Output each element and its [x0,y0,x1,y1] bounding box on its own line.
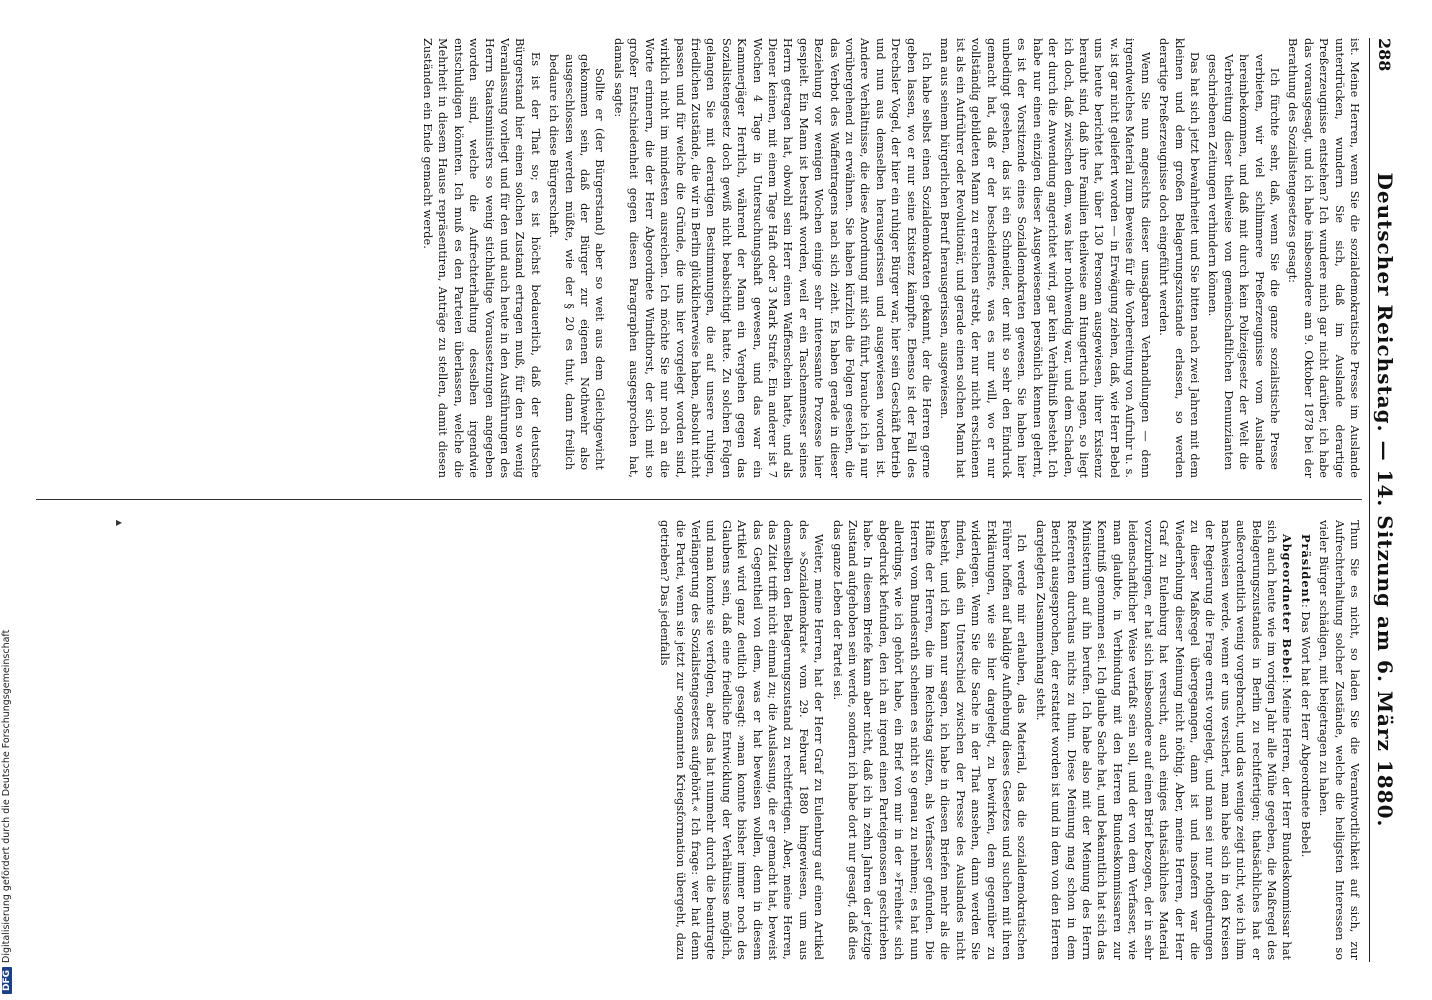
digitization-footer [0,394,20,994]
page-header [1369,38,1400,962]
text-paragraph: Das hat sich jetzt bewahrheitet und Sie bitten nach zwei Jahren mit dem kleinen und dem großen Belagerungszustande erlassen, so werden derartige Preßerzeugnisse doch eingeführt werden. [1157,38,1201,478]
text-paragraph: Thun Sie es nicht, so laden Sie die Verantwortlichkeit auf sich, zur Aufrechterhaltung solcher Zustände, welche die heiligsten Interessen so vieler Bürger schädigen, mit beigetragen zu haben. [1317,520,1361,960]
text-paragraph: Ich werde mir erlauben, das Material, das die sozialdemokratischen Führer hoffen auf baldige Aufhebung dieses Gesetzes und suchen mit ihren Erklärungen, wie sie hier dargelegt, zu bewirken, dem gegenüber zu widerlegen. Wenn Sie die Sache in der That ansehen, dann werden Sie finden, daß ein Unterschied zwischen der Presse des Auslandes nicht besteht, und ich kann nur sagen, ich habe in diesen Briefen mehr als die Hälfte der Herren, die im Reichstag sitzen, als Verfasser gefunden. Die Herren vom Bundesrath scheinen es nicht so genau zu nehmen; es hat nun allerdings, wie ich gehört habe, ein Brief von mir in der »Freiheit« sich abgedruckt befunden, den ich an irgend einen Parteigenossen geschrieben habe. In diesem Briefe kann aber nicht, daß ich in zehn Jahren der jetzige Zustand aufgehoben sein werde, sondern ich habe dort nur gesagt, daß dies das ganze Leben der Partei sei. [830,520,1029,960]
page-number: 288 [1375,38,1395,72]
column-divider [36,499,1362,500]
quoted-paragraph: Sollte er (der Bürgerstand) aber so weit aus dem Gleichgewicht gekommen sein, daß der Bürger zur eigenen Nothwehr also ausgeschlossen werden müßte, wie der § 20 es thut, dann freilich bedaure ich diese Bürgerschaft. [547,54,607,470]
column-marker: ▸ [116,515,123,529]
quoted-paragraph: Ich fürchte sehr, daß, wenn Sie die ganze sozialistische Presse verbieten, wir viel schlimmere Preßerzeugnisse vom Auslande hereinbekommen, und daß mit durch kein Polizeigesetz der Welt die Verbreitung dieser theilweise von gemeinschaftlichen Denunzianten geschriebenen Zeitungen verhindern können. [1206,54,1281,470]
speaker-text: : Meine Herren, der Herr Bundeskommissar hat sich auch heute wie im vorigen Jahr alle Mühe gegeben, die Maßregel des Belagerungszustandes in Berlin zu rechtfertigen; thatsächliches hat er außerordentlich wenig vorgebracht, und das wenige zeigt nicht, wie ich ihm nachweisen werde, wenn er uns versichert, man habe sich in den Kreisen der Regierung die Frage ernst vorgelegt, und man sei nur nothgedrungen zu dieser Maßregel übergegangen, dann ist und insofern war die Wiederholung dieser Meinung nicht nöthig. Aber, meine Herren, der Herr Graf zu Eulenburg hat versucht, auch einiges thatsächliches Material vorzubringen, er hat sich insbesondere auf einen Brief bezogen, der in sehr leidenschaftlicher Weise verfaßt sein soll, und der von dem Verfasser, wie man glaubte, in Verbindung mit den Herren Bundeskommissaren zur Kenntniß genommen sei. Ich glaube Sache hat, und bekanntlich hat sich das Ministerium auf ihn berufen. Ich habe also mit der Meinung des Herrn Referenten durchaus nichts zu thun. Diese Meinung mag schon in dem Bericht ausgesprochen, der erstattet worden ist und in dem von den Herren dargelegten Zusammenhang steht. [1033,520,1294,960]
text-paragraph: Weiter, meine Herren, hat der Herr Graf zu Eulenburg auf einen Artikel des »Sozialdemokrat« vom 29. Februar 1880 hingewiesen, um aus demselben den Belagerungszustand zu rechtfertigen. Aber, meine Herren, das Zitat trifft nicht einmal zu; die Auslassung, die er gemacht hat, beweist das Gegentheil von dem, was er hat beweisen wollen, denn in diesem Artikel wird ganz deutlich gesagt: »man konnte bisher immer noch des Glaubens sein, daß eine friedliche Entwicklung der Verhältnisse möglich, und man konnte sie verfolgen, aber das hat nunmehr durch die beantragte Verlängerung des Sozialistengesetzes aufgehört.« Ich frage: wer hat denn die Partei, wenn sie jetzt zur sogenannten Kriegsformation übergeht, dazu getrieben? Das jedenfalls [658,520,826,960]
speaker-name: Präsident [1298,534,1313,604]
text-paragraph: Ich habe selbst einen Sozialdemokraten gekannt, der die Herren gerne geben lassen, wo er nur seine Existenz kämpfte. Ebenso ist der Fall des Drechsler Vogel, der hier ein ruhiger Bürger war, hier sein Geschäft betrieb und nun aus demselben herausgerissen und ausgewiesen worden ist. Andere Verhältnisse, die diese Anordnung mit sich führt, brauche ich ja nur vorübergehend zu erwähnen. Sie haben kürzlich die Folgen gesehen, die das Verbot des Waffentragens nach sich zieht. Es haben gerade in dieser Beziehung vor wenigen Wochen einige sehr interessante Prozesse hier gespielt. Ein Mann ist bestraft worden, weil er ein Taschenmesser seines Herrn getragen hat, obwohl sein Herr einen Waffenschein hatte, und als Diener keinen, mit einem Tage Haft oder 3 Mark Strafe. Ein anderer ist 7 Wochen 4 Tage in Untersuchungshaft gewesen, und das war ein Kammerjäger Herrlich, während der Mann ein Vergehen gegen das Sozialistengesetz doch gewiß nicht beabsichtigt hatte. Zu solchen Folgen gelangen Sie mit derartigen Bestimmungen, die auf unsere ruhigen, friedlichen Zustände, die wir in Berlin glücklicherweise haben, absolut nicht passen und für welche die Gründe, die uns hier vorgelegt worden sind, wirklich nicht im mindesten ausreichen. Ich möchte Sie nur noch an die Worte erinnern, die der Herr Abgeordnete Windthorst, der sich mit so großer Entschiedenheit gegen diesen Paragraphen ausgesprochen hat, damals sagte: [611,38,934,478]
speaker-name: Abgeordneter Bebel [1280,534,1295,680]
text-paragraph: ist. Meine Herren, wenn Sie die sozialdemokratische Presse im Auslande unterdrücken, wundern Sie sich, daß im Auslande derartige Preßerzeugnisse entstehen? Ich wundere mich gar nicht darüber, ich habe das vorausgesagt, und ich habe insbesondere am 9. Oktober 1878 bei der Berathung des Sozialistengesetzes gesagt: [1286,38,1361,478]
speaker-paragraph [1297,520,1312,960]
page-title: Deutscher Reichstag. — 14. Sitzung am 6. März 1880. [1373,172,1397,828]
left-text-column [36,38,1362,478]
text-paragraph: Es ist der That so; es ist höchst bedauerlich, daß der deutsche Bürgerstand hier einen solchen Zustand ertragen muß, für den so wenig Veranlassung vorliegt und für den und auch heute in den Ausführungen des Herrn Staatsministers so wenig stichhaltige Voraussetzungen angegeben worden sind, welche die Aufrechterhaltung desselben irgendwie entschuldigen könnten. Ich muß es den Parteien überlassen, welche die Mehrheit in diesem Hause repräsentiren, Anträge zu stellen, damit diesen Zuständen ein Ende gemacht werde. [421,38,542,478]
speaker-paragraph [1032,520,1294,960]
dfg-logo: DFG [2,967,12,994]
footer-text: Digitalisierung gefördert durch die Deutsche Forschungsgemeinschaft [1,629,12,963]
document-page [26,20,1406,980]
text-paragraph: Wenn Sie nun angesichts dieser unsagbaren Verhandlungen — denn irgendwelches Material zum Beweise für die Vorbereitung von Aufruhr u. s. w. ist gar nicht geliefert worden — in Erwägung ziehen, daß, wie Herr Bebel uns heute berichtet hat, über 130 Personen ausgewiesen, ihrer Existenz beraubt sind, daß ihre Familien theilweise am Hungertuch nagen, so liegt ich doch, daß zwischen dem, was hier nothwendig war, und dem Schaden, der durch die Anwendung angerichtet wird, gar kein Verhältniß besteht. Ich habe nur einen einzigen dieser Ausgewiesenen persönlich kennen gelernt, es ist der Vorsitzende eines Sozialdemokraten gewesen. Sie haben hier unbedingt gesehen, das ist ein Schneider, der mit so sehr den Eindruck gemacht hat, daß er der bescheidenste, was es nur will, wo er nur vollständig gebildeten Mann zu erreichen strebt, der nur nicht erschienen ist als ein Aufrührer oder Revolutionär, und gerade einen solchen Mann hat man aus seinem bürgerlichen Beruf herausgerissen, ausgewiesen. [938,38,1152,478]
right-text-column [36,520,1362,960]
speaker-text: : Das Wort hat der Herr Abgeordnete Bebel. [1298,603,1312,858]
